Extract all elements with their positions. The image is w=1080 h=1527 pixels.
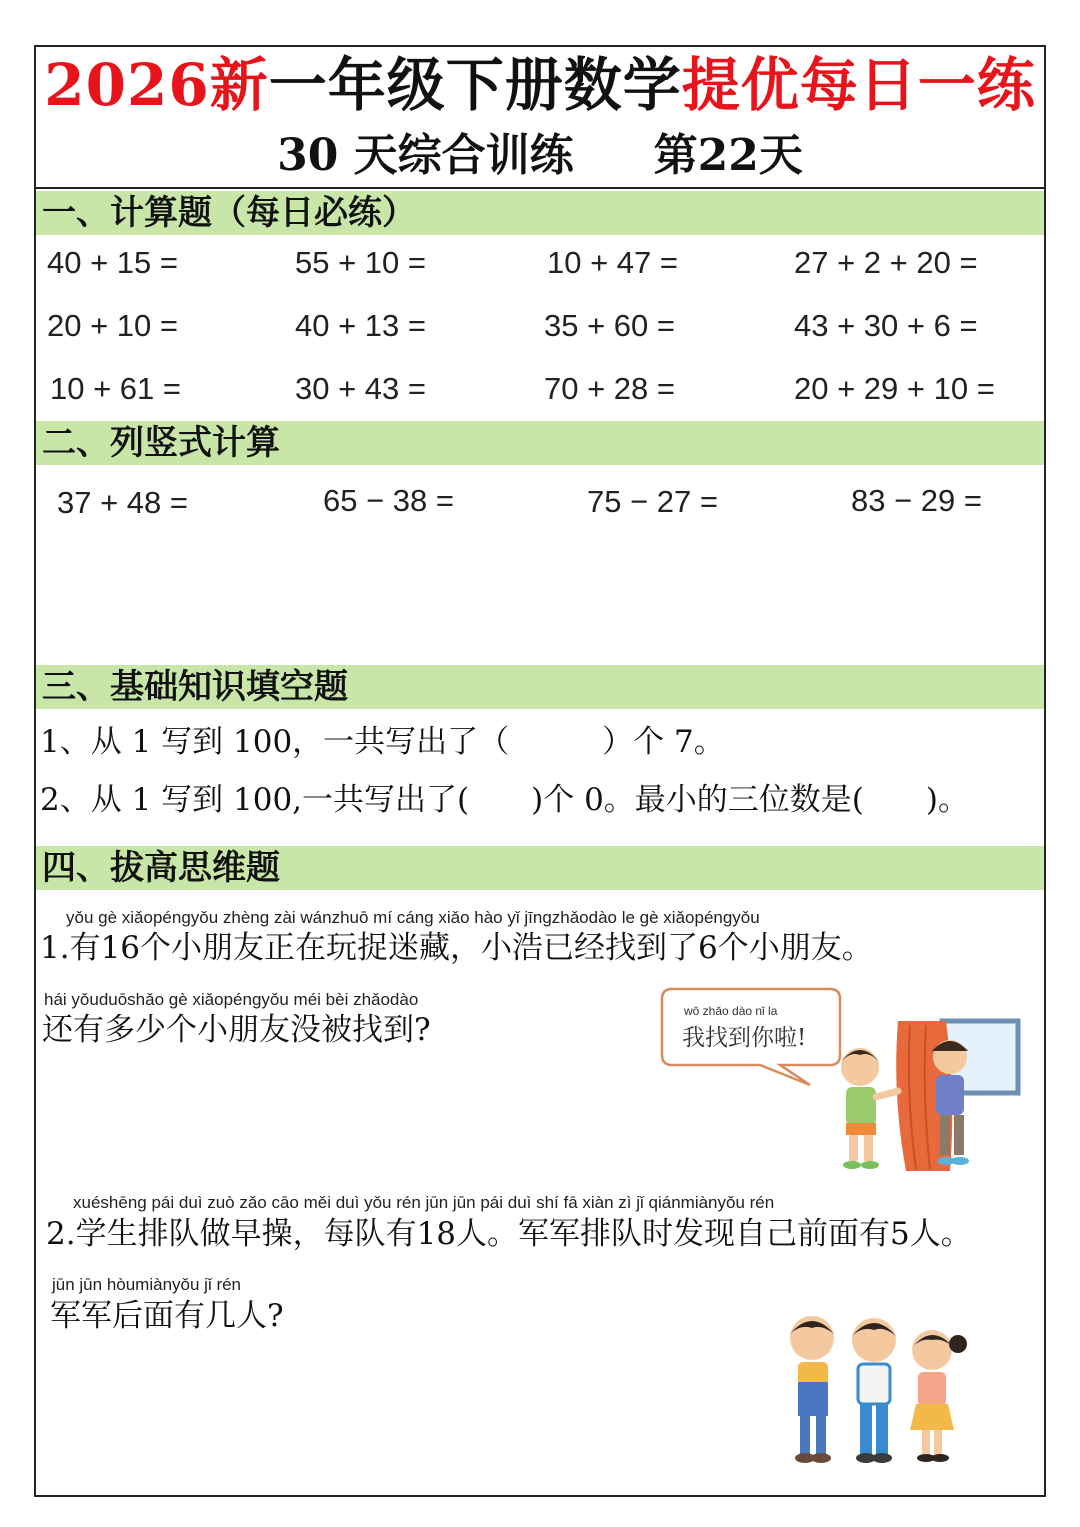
child-3-figure [910, 1330, 967, 1462]
vertical-calc-item: 75 − 27 = [587, 484, 719, 519]
word-problem-2: 2.学生排队做早操，每队有18人。军军排队时发现自己前面有5人。 [46, 1216, 972, 1252]
bubble-pinyin: wǒ zhǎo dào nǐ la [684, 1004, 778, 1018]
calc-item: 40 + 15 = [47, 245, 179, 280]
calc-item: 20 + 10 = [47, 308, 179, 343]
hide-and-seek-illustration [660, 985, 1022, 1177]
vertical-calc-item: 37 + 48 = [57, 485, 189, 520]
bubble-text: 我找到你啦! [682, 1025, 807, 1051]
word-problem-1: 1.有16个小朋友正在玩捉迷藏，小浩已经找到了6个小朋友。 [40, 930, 873, 966]
pinyin-line: xuéshēng pái duì zuò zǎo cāo měi duì yǒu rén jūn jūn pái duì shí fā xiàn zì jǐ qiánmiànyǒu rén [73, 1193, 775, 1212]
title-year: 2026新 [44, 51, 269, 119]
title-practice: 提优每日一练 [681, 51, 1036, 119]
queue-children-illustration [778, 1310, 978, 1470]
header-divider [36, 187, 1044, 189]
child-1-figure [790, 1316, 834, 1463]
section3-title: 三、基础知识填空题 [42, 667, 348, 707]
page-subtitle [40, 126, 1040, 186]
fill-question-2: 2、从 1 写到 100,一共写出了( )个 0。最小的三位数是( )。 [40, 782, 969, 818]
calc-item: 40 + 13 = [295, 308, 427, 343]
calc-item: 10 + 61 = [50, 371, 182, 406]
calc-item: 10 + 47 = [547, 245, 679, 280]
fill-question-1: 1、从 1 写到 100，一共写出了（ ）个 7。 [40, 724, 725, 760]
word-problem-1-question: 还有多少个小朋友没被找到? [42, 1012, 431, 1048]
calc-item: 30 + 43 = [295, 371, 427, 406]
title-grade: 一年级下册数学 [268, 51, 682, 119]
subtitle-day: 第22天 [653, 130, 803, 181]
section2-title: 二、列竖式计算 [42, 423, 280, 463]
vertical-calc-item: 83 − 29 = [851, 483, 983, 518]
calc-item: 35 + 60 = [544, 308, 676, 343]
page-title [40, 50, 1040, 120]
child-2-figure [852, 1318, 896, 1463]
calc-item: 43 + 30 + 6 = [794, 308, 978, 343]
calc-item: 55 + 10 = [295, 245, 427, 280]
calc-item: 20 + 29 + 10 = [794, 371, 995, 406]
calc-item: 27 + 2 + 20 = [794, 245, 978, 280]
pinyin-line: jūn jūn hòumiànyǒu jǐ rén [52, 1275, 242, 1294]
word-problem-2-question: 军军后面有几人? [50, 1298, 284, 1334]
section1-title: 一、计算题（每日必练） [42, 193, 416, 233]
section4-title: 四、拔高思维题 [42, 848, 280, 888]
pinyin-line: yǒu gè xiǎopéngyǒu zhèng zài wánzhuō mí cáng xiǎo hào yǐ jīngzhǎodào le gè xiǎopéngyǒu [66, 908, 760, 927]
subtitle-training: 30 天综合训练 [277, 130, 574, 181]
vertical-calc-item: 65 − 38 = [323, 483, 455, 518]
calc-item: 70 + 28 = [544, 371, 676, 406]
pinyin-line: hái yǒuduōshǎo gè xiǎopéngyǒu méi bèi zhǎodào [44, 990, 419, 1009]
